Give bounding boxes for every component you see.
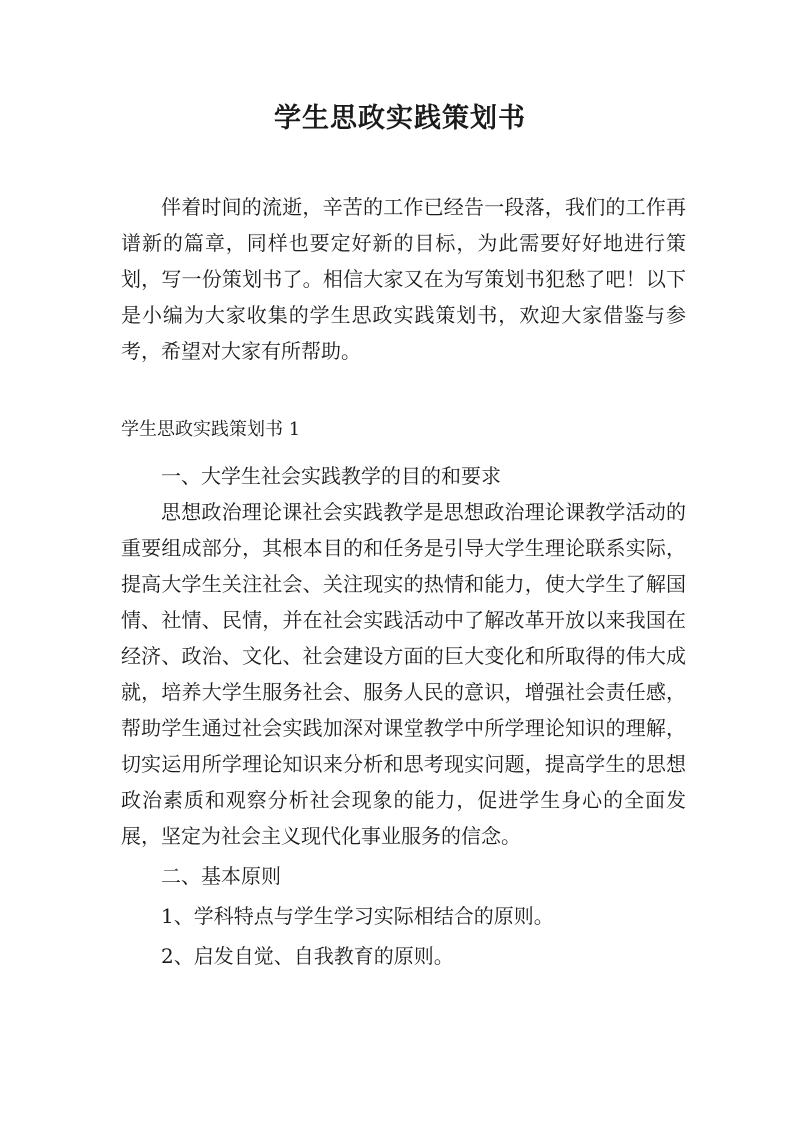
principle-item-2: 2、启发自觉、自我教育的原则。 xyxy=(161,944,454,968)
heading-goals: 一、大学生社会实践教学的目的和要求 xyxy=(161,464,501,488)
section-content xyxy=(121,458,686,974)
document-title: 学生思政实践策划书 xyxy=(274,103,526,134)
intro-paragraph: 伴着时间的流逝，辛苦的工作已经告一段落，我们的工作再谱新的篇章，同样也要定好新的目标，为此需要好好地进行策划，写一份策划书了。相信大家又在为写策划书犯愁了吧！以下是小编为大家收集的学生思政实践策划书，欢迎大家借鉴与参考，希望对大家有所帮助。 xyxy=(121,195,686,363)
goals-paragraph: 思想政治理论课社会实践教学是思想政治理论课教学活动的重要组成部分，其根本目的和任务是引导大学生理论联系实际，提高大学生关注社会、关注现实的热情和能力，使大学生了解国情、社情、民情，并在社会实践活动中了解改革开放以来我国在经济、政治、文化、社会建设方面的巨大变化和所取得的伟大成就，培养大学生服务社会、服务人民的意识，增强社会责任感，帮助学生通过社会实践加深对课堂教学中所学理论知识的理解，切实运用所学理论知识来分析和思考现实问题，提高学生的思想政治素质和观察分析社会现象的能力，促进学生身心的全面发展，坚定为社会主义现代化事业服务的信念。 xyxy=(121,500,686,848)
section-title: 学生思政实践策划书 1 xyxy=(121,419,301,440)
heading-principles: 二、基本原则 xyxy=(161,864,281,888)
principle-item-1: 1、学科特点与学生学习实际相结合的原则。 xyxy=(161,904,554,928)
